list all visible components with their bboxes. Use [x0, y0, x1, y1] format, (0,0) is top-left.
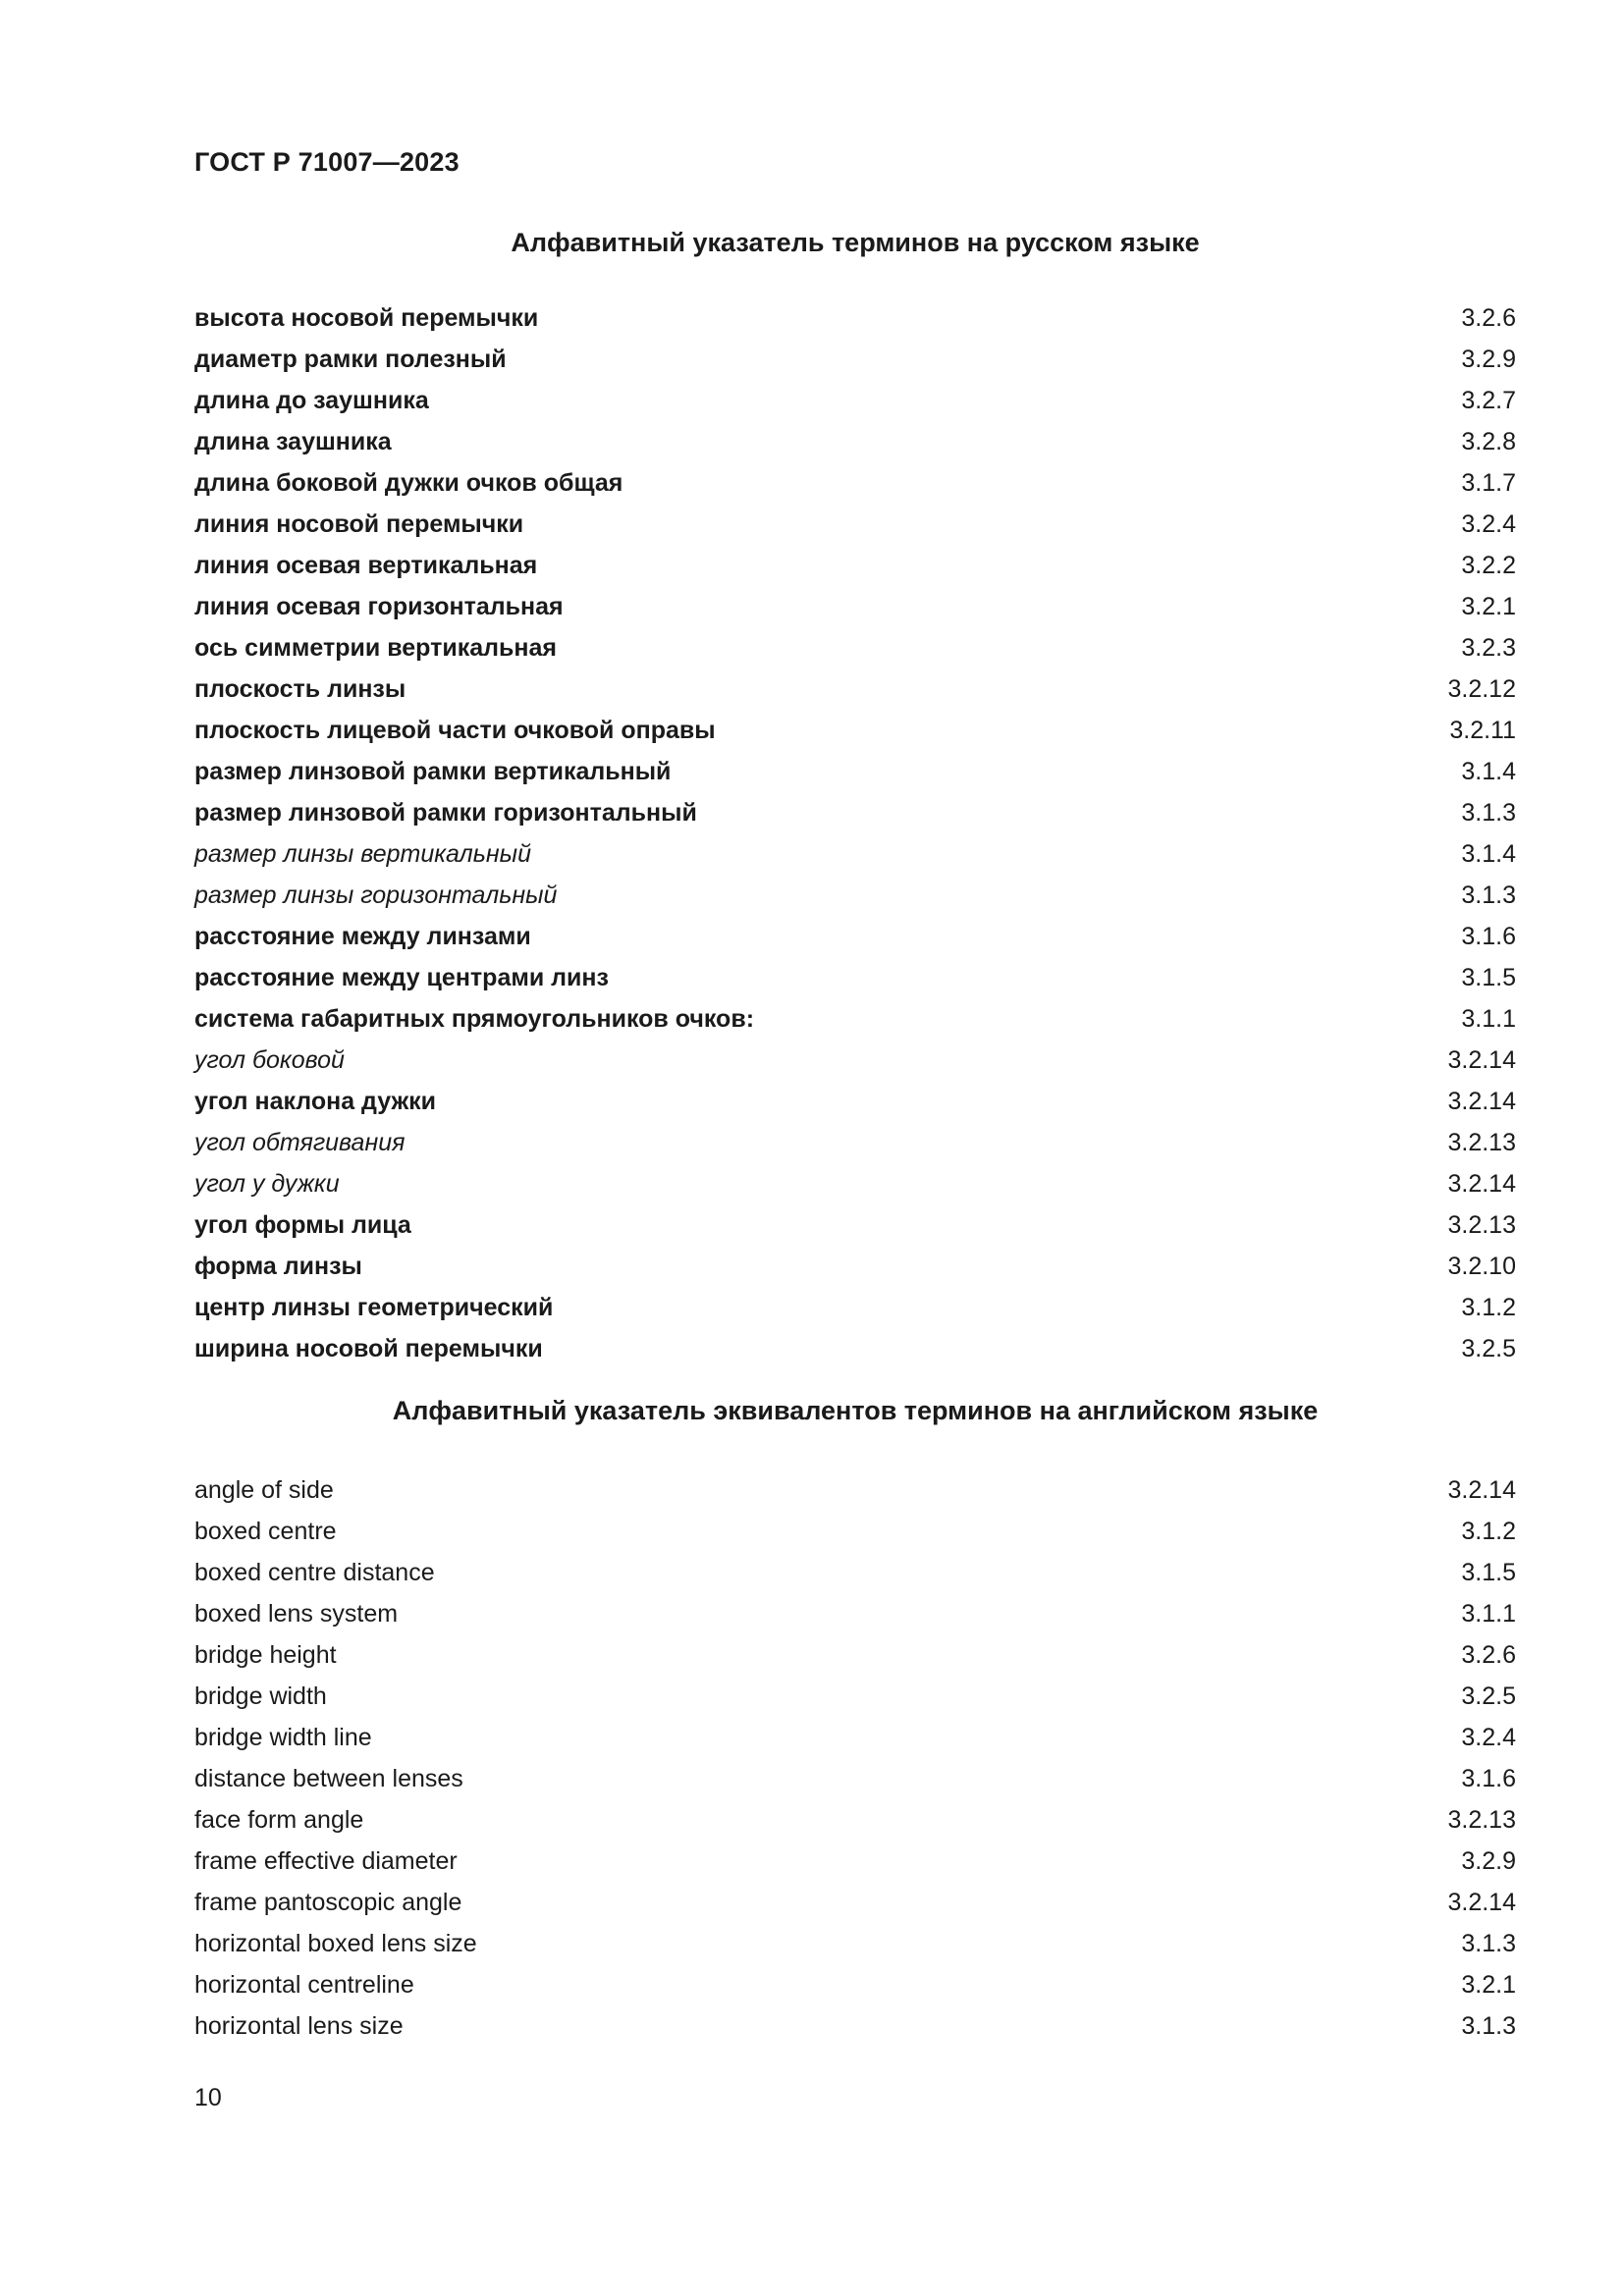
index-term: форма линзы: [194, 1252, 362, 1280]
index-term: boxed centre distance: [194, 1558, 435, 1586]
index-entry: [194, 421, 1516, 462]
index-reference: 3.2.9: [1461, 345, 1516, 373]
index-reference: 3.2.1: [1461, 1970, 1516, 1999]
index-entry: [194, 627, 1516, 668]
index-entry: [194, 1511, 1516, 1552]
index-entry: [194, 1923, 1516, 1964]
index-reference: 3.2.10: [1447, 1252, 1516, 1280]
index-reference: 3.2.3: [1461, 633, 1516, 662]
index-entry: [194, 1287, 1516, 1328]
index-term: frame effective diameter: [194, 1846, 458, 1875]
index-reference: 3.1.5: [1461, 963, 1516, 991]
index-term: центр линзы геометрический: [194, 1293, 554, 1321]
index-term: линия осевая вертикальная: [194, 551, 538, 579]
index-term: плоскость линзы: [194, 674, 406, 703]
index-reference: 3.2.6: [1461, 1640, 1516, 1669]
index-entry: [194, 710, 1516, 751]
index-entry: [194, 916, 1516, 957]
russian-term-index: [194, 297, 1516, 1369]
index-reference: 3.1.5: [1461, 1558, 1516, 1586]
index-term: ось симметрии вертикальная: [194, 633, 557, 662]
index-term: угол формы лица: [194, 1210, 411, 1239]
index-term: угол боковой: [194, 1045, 345, 1074]
index-reference: 3.2.14: [1447, 1169, 1516, 1198]
index-term: размер линзовой рамки горизонтальный: [194, 798, 697, 827]
index-reference: 3.1.7: [1461, 468, 1516, 497]
index-reference: 3.1.1: [1461, 1599, 1516, 1628]
index-entry: [194, 339, 1516, 380]
index-entry: [194, 875, 1516, 916]
index-term: bridge width: [194, 1682, 327, 1710]
index-reference: 3.1.6: [1461, 922, 1516, 950]
index-reference: 3.2.14: [1447, 1475, 1516, 1504]
index-entry: [194, 1676, 1516, 1717]
index-entry: [194, 504, 1516, 545]
index-reference: 3.1.3: [1461, 798, 1516, 827]
index-reference: 3.2.5: [1461, 1334, 1516, 1362]
index-entry: [194, 1882, 1516, 1923]
index-reference: 3.1.2: [1461, 1293, 1516, 1321]
index-reference: 3.2.13: [1447, 1210, 1516, 1239]
index-term: длина заушника: [194, 427, 392, 455]
index-term: ширина носовой перемычки: [194, 1334, 543, 1362]
index-entry: [194, 1469, 1516, 1511]
index-entry: [194, 586, 1516, 627]
index-term: boxed centre: [194, 1517, 337, 1545]
index-entry: [194, 1634, 1516, 1676]
index-entry: [194, 1964, 1516, 2005]
index-reference: 3.2.4: [1461, 1723, 1516, 1751]
index-entry: [194, 1246, 1516, 1287]
index-term: линия носовой перемычки: [194, 509, 524, 538]
index-reference: 3.2.4: [1461, 509, 1516, 538]
index-entry: [194, 1552, 1516, 1593]
page-number: 10: [194, 2084, 222, 2111]
index-entry: [194, 833, 1516, 875]
index-reference: 3.1.4: [1461, 839, 1516, 868]
index-entry: [194, 1204, 1516, 1246]
index-entry: [194, 380, 1516, 421]
index-entry: [194, 1717, 1516, 1758]
index-reference: 3.2.5: [1461, 1682, 1516, 1710]
index-reference: 3.2.1: [1461, 592, 1516, 620]
index-reference: 3.1.4: [1461, 757, 1516, 785]
index-entry: [194, 297, 1516, 339]
index-term: frame pantoscopic angle: [194, 1888, 462, 1916]
index-term: линия осевая горизонтальная: [194, 592, 564, 620]
index-reference: 3.1.3: [1461, 2011, 1516, 2040]
index-entry: [194, 1122, 1516, 1163]
index-term: boxed lens system: [194, 1599, 399, 1628]
index-term: длина до заушника: [194, 386, 429, 414]
index-term: размер линзы горизонтальный: [194, 881, 558, 909]
index-term: bridge height: [194, 1640, 337, 1669]
index-entry: [194, 1841, 1516, 1882]
index-term: размер линзы вертикальный: [194, 839, 531, 868]
index-entry: [194, 1799, 1516, 1841]
index-term: плоскость лицевой части очковой оправы: [194, 716, 716, 744]
index-reference: 3.2.9: [1461, 1846, 1516, 1875]
index-term: angle of side: [194, 1475, 334, 1504]
index-term: расстояние между линзами: [194, 922, 531, 950]
index-term: размер линзовой рамки вертикальный: [194, 757, 672, 785]
index-reference: 3.2.11: [1449, 716, 1516, 744]
index-term: bridge width line: [194, 1723, 372, 1751]
index-entry: [194, 1081, 1516, 1122]
index-reference: 3.2.14: [1447, 1087, 1516, 1115]
index-term: horizontal boxed lens size: [194, 1929, 477, 1957]
index-entry: [194, 957, 1516, 998]
index-term: расстояние между центрами линз: [194, 963, 609, 991]
russian-index-title: Алфавитный указатель терминов на русском языке: [511, 228, 1200, 257]
index-reference: 3.2.7: [1461, 386, 1516, 414]
index-entry: [194, 1040, 1516, 1081]
index-term: длина боковой дужки очков общая: [194, 468, 623, 497]
index-reference: 3.2.2: [1461, 551, 1516, 579]
index-term: угол у дужки: [194, 1169, 340, 1198]
index-entry: [194, 545, 1516, 586]
index-entry: [194, 1593, 1516, 1634]
index-entry: [194, 462, 1516, 504]
index-reference: 3.1.2: [1461, 1517, 1516, 1545]
document-id-header: ГОСТ Р 71007—2023: [194, 147, 460, 177]
index-term: horizontal lens size: [194, 2011, 404, 2040]
index-entry: [194, 998, 1516, 1040]
english-term-index: [194, 1469, 1516, 2047]
index-reference: 3.2.12: [1447, 674, 1516, 703]
index-entry: [194, 1163, 1516, 1204]
index-entry: [194, 1758, 1516, 1799]
index-term: face form angle: [194, 1805, 364, 1834]
index-entry: [194, 751, 1516, 792]
english-index-title: Алфавитный указатель эквивалентов терминов на английском языке: [392, 1396, 1319, 1425]
index-entry: [194, 668, 1516, 710]
index-term: distance between lenses: [194, 1764, 463, 1792]
index-reference: 3.1.3: [1461, 881, 1516, 909]
index-reference: 3.2.13: [1447, 1128, 1516, 1156]
index-reference: 3.2.8: [1461, 427, 1516, 455]
index-reference: 3.1.6: [1461, 1764, 1516, 1792]
index-reference: 3.2.14: [1447, 1045, 1516, 1074]
index-entry: [194, 792, 1516, 833]
index-reference: 3.1.3: [1461, 1929, 1516, 1957]
index-term: высота носовой перемычки: [194, 303, 539, 332]
index-term: horizontal centreline: [194, 1970, 414, 1999]
index-reference: 3.2.6: [1461, 303, 1516, 332]
index-reference: 3.2.14: [1447, 1888, 1516, 1916]
index-entry: [194, 2005, 1516, 2047]
index-term: угол наклона дужки: [194, 1087, 437, 1115]
index-entry: [194, 1328, 1516, 1369]
index-reference: 3.1.1: [1461, 1004, 1516, 1033]
index-term: система габаритных прямоугольников очков:: [194, 1004, 755, 1033]
index-term: угол обтягивания: [194, 1128, 406, 1156]
index-term: диаметр рамки полезный: [194, 345, 507, 373]
index-reference: 3.2.13: [1447, 1805, 1516, 1834]
